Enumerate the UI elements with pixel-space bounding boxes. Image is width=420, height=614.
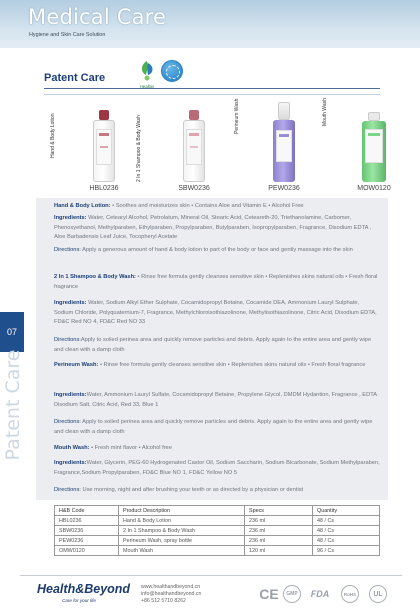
product-hbl (50, 96, 138, 182)
company-tagline: Care for your life (62, 598, 96, 603)
table-header-row (55, 506, 380, 516)
phone-number: +86 512 5710 8262 (141, 598, 186, 605)
table-cell: 236 ml (245, 536, 313, 546)
table-cell: PEW0236 (55, 536, 119, 546)
product-code-pew: PEW0236 (268, 185, 300, 192)
vertical-section-title-text: Patent Care (2, 349, 24, 461)
table-cell: OMW0120 (55, 546, 119, 556)
pew-ingredients: Ingredients:Water, Ammonium Lauryl Sulfate, Cocamidopropyl Betaine, Propylene Glycol, DMDM Hydantion, Fragrance , EDTA Disodium Salt, Citric Acid, Red 33, Blue 1 (54, 392, 377, 408)
table-row (55, 536, 380, 546)
pew-directions: Directions: Apply to soiled perinea area and quickly remove particles and debris. Apply again to the entire area and gently wipe and clean with a damp cloth (54, 419, 373, 435)
bottle-pew (273, 102, 295, 182)
fda-icon: FDA (310, 589, 330, 599)
company-logo: Health&Beyond (37, 582, 131, 596)
table-cell: 96 / Cs (313, 546, 380, 556)
table-cell: 48 / Cs (313, 536, 380, 546)
sbw-features: 2 In 1 Shampoo & Body Wash: • Rinse free formula gently cleanses sensitive skin • Replenishes skins natural oils • Fresh floral fragrance (54, 274, 378, 290)
pew-features: Perineum Wash: • Rinse free formula gently cleanses sensitive skin • Replenishes skins natural oils • Fresh floral fragrance (54, 362, 366, 368)
bottle-label-mow: Mouth Wash (322, 98, 328, 126)
table-cell: 236 ml (245, 516, 313, 526)
leaf-logo-icon (136, 58, 158, 90)
product-code-mow: MOW0120 (357, 185, 391, 192)
hbl-ingredients: Ingredients: Water, Cetearyl Alcohol, Petrolatum, Mineral Oil, Stearic Acid, Ceteareth-20, Triethanolamine, Carbomer, Phenoxyethanol, Methylparaben, Ethylparaben, Propylparaben, Butylparaben, Isopropylparaben, Fragrance, Disodium EDTA , Aloe Barbadensis Leaf Juice, Tocopheryl Acetate (54, 215, 372, 241)
table-cell: 236 ml (245, 526, 313, 536)
table-cell: 120 ml (245, 546, 313, 556)
page-number-tab: 07 (0, 312, 24, 352)
contact-block (141, 584, 201, 606)
gmp-icon (282, 584, 302, 604)
ce-mark-icon: CE (259, 586, 279, 602)
brand-subtitle: Hygiene and Skin Care Solution (29, 32, 106, 38)
title-rule (44, 88, 380, 89)
gmp-label: GMP (283, 585, 301, 603)
ul-label: UL (369, 585, 387, 603)
table-header-cell: Specs (245, 506, 313, 516)
footer-rule (20, 575, 402, 576)
bottle-mow (362, 112, 386, 182)
table-header-cell: Quantity (313, 506, 380, 516)
table-header-cell: H&B Code (55, 506, 119, 516)
bottle-label-pew: Perineum Wash (234, 98, 240, 134)
product-sbw (136, 96, 228, 182)
hbl-features: Hand & Body Lotion: • Soothes and moisturizes skin • Contains Aloe and Vitamin E • Alcohol Free (54, 203, 304, 209)
table-row (55, 546, 380, 556)
sbw-directions: Directions:Apply to soiled perinea area and quickly remove particles and debris. Apply again to the entire area and gently wipe and clean with a damp cloth (54, 337, 372, 353)
brand-title: Medical Care (28, 5, 167, 29)
bottle-hbl (93, 110, 115, 182)
quality-seal-icon (161, 60, 183, 82)
table-cell: Mouth Wash (119, 546, 245, 556)
table-row (55, 516, 380, 526)
bottle-label-hbl: Hand & Body Lotion (50, 113, 56, 158)
table-cell: Hand & Body Lotion (119, 516, 245, 526)
bottle-sbw (183, 110, 205, 182)
table-cell: Perineum Wash, spray bottle (119, 536, 245, 546)
product-code-hbl: HBL0236 (89, 185, 119, 192)
table-cell: 48 / Cs (313, 526, 380, 536)
logo-brand-text: Healtas (139, 84, 155, 89)
hbl-directions: Directions: Apply a generous amount of hand & body lotion to part of the body or face and gently massage into the skin (54, 247, 353, 253)
product-mow (322, 96, 408, 182)
vertical-section-title (0, 350, 26, 460)
website-link[interactable]: www.healthandbeyond.cn (141, 584, 201, 590)
product-pew (234, 96, 318, 182)
ul-icon (368, 584, 388, 604)
mow-features: Mouth Wash: • Fresh mint flavor • Alcohol free (54, 445, 172, 451)
product-code-sbw: SBW0236 (178, 185, 210, 192)
section-rule (44, 94, 380, 95)
bottle-label-sbw: 2 In 1 Shampoo & Body Wash (136, 115, 142, 182)
email-link[interactable]: info@healthandbeyond.cn (141, 591, 202, 598)
table-cell: HBL0236 (55, 516, 119, 526)
table-cell: 2 In 1 Shampoo & Body Wash (119, 526, 245, 536)
rohs-icon (340, 584, 360, 604)
table-cell: 48 / Cs (313, 516, 380, 526)
rohs-label: RoHS (341, 585, 359, 603)
mow-ingredients: Ingredients:Water, Glycerin, PEG-60 Hydrogenated Castor Oil, Sodium Saccharin, Sodium Bicarbonate, Sodium Methylparaben, Fragrance,Sodium Propylparaben, FD&C Blue NO 1, FD&C Yellow NO 5 (54, 460, 380, 476)
page-header (0, 0, 420, 48)
product-table (54, 505, 380, 556)
table-header-cell: Product Description (119, 506, 245, 516)
table-row (55, 526, 380, 536)
sbw-ingredients: Ingredients: Water, Sodium Alkyl Ether Sulphate, Cocamidopropyl Betaine, Cocamide DEA, Ammonium Lauryl Sulphate, Sodium Chloride, Polyquaternium-7, Fragrance, Methylchloroisothiazolinone, Methylisothiazolinone, Citric Acid, Disodium EDTA, FD&C Red NO 4, FD&C Red NO 33 (54, 300, 377, 326)
table-cell: SBW0236 (55, 526, 119, 536)
mow-directions: Directions: Use morning, night and after brushing your teeth or as directed by a physician or dentist (54, 487, 304, 493)
section-title: Patent Care (44, 72, 106, 84)
